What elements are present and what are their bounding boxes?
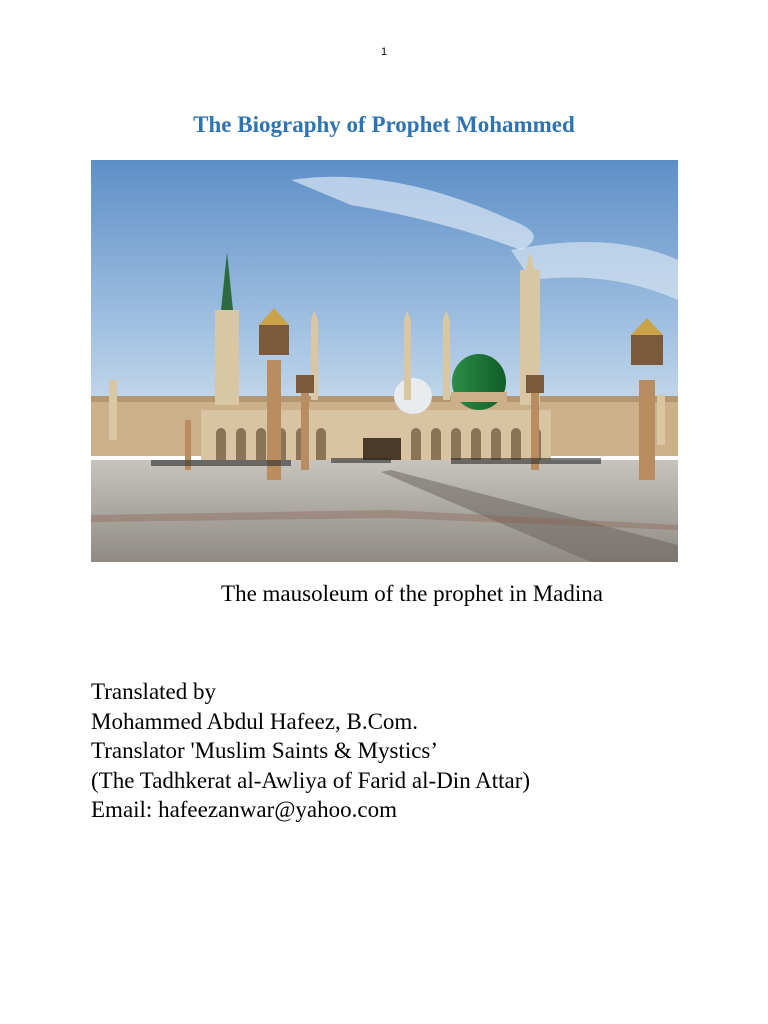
credits-block (91, 677, 530, 825)
credit-line: (The Tadhkerat al-Awliya of Farid al-Din Attar) (91, 767, 531, 793)
credit-line: Translated by (91, 679, 217, 704)
photo-caption: The mausoleum of the prophet in Madina (221, 581, 603, 606)
credit-line: Email: hafeezanwar@yahoo.com (91, 797, 397, 822)
credit-line: Mohammed Abdul Hafeez, B.Com. (91, 708, 419, 734)
credit-line: Translator 'Muslim Saints & Mystics’ (91, 738, 439, 763)
document-title: The Biography of Prophet Mohammed (193, 112, 575, 137)
page-number: 1 (380, 46, 388, 58)
mosque-photo (91, 160, 678, 562)
